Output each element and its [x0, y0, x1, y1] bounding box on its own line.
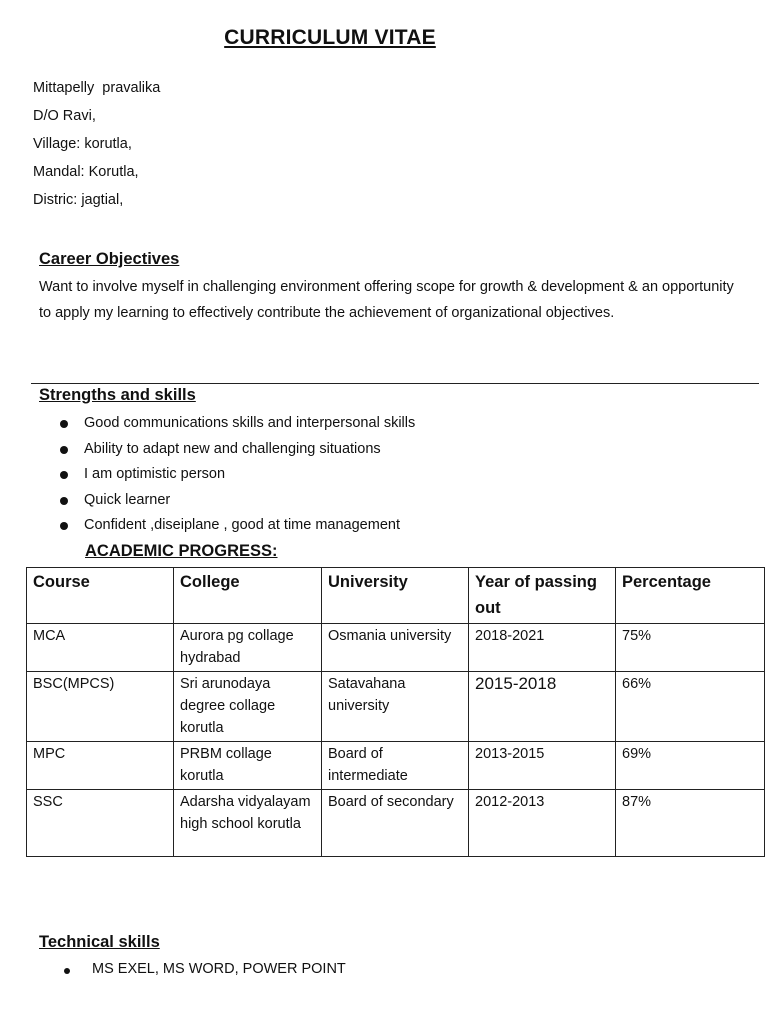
table-cell: SSC: [27, 790, 174, 857]
column-header-college: College: [174, 568, 322, 624]
table-cell: Board of secondary: [322, 790, 469, 857]
academic-table: [26, 567, 765, 857]
table-header-row: [27, 568, 765, 624]
table-row: [27, 624, 765, 672]
table-row: [27, 672, 765, 742]
table-cell: Satavahana university: [322, 672, 469, 742]
address-line-village: Village: korutla,: [33, 136, 132, 152]
academic-progress-heading: ACADEMIC PROGRESS:: [85, 542, 278, 560]
table-row: [27, 742, 765, 790]
technical-skills-heading: Technical skills: [39, 933, 160, 951]
list-item: MS EXEL, MS WORD, POWER POINT: [92, 961, 346, 977]
table-cell: Sri arunodaya degree collage korutla: [174, 672, 322, 742]
career-objectives-text: Want to involve myself in challenging environment offering scope for growth & development & an opportunity to apply my learning to effectively contribute the achievement of organizational objectives.: [39, 279, 734, 321]
career-objectives-heading: Career Objectives: [39, 250, 180, 268]
list-item: Good communications skills and interpersonal skills: [38, 411, 415, 437]
section-divider: [31, 383, 759, 384]
address-line-district: Distric: jagtial,: [33, 192, 124, 208]
table-cell: Adarsha vidyalayam high school korutla: [174, 790, 322, 857]
column-header-year: Year of passing out: [469, 568, 616, 624]
list-item: Quick learner: [38, 488, 415, 514]
address-line-name: Mittapelly pravalika: [33, 80, 161, 96]
table-cell: PRBM collage korutla: [174, 742, 322, 790]
list-item: Confident ,diseiplane , good at time management: [38, 513, 415, 539]
table-cell: 2013-2015: [469, 742, 616, 790]
table-cell: 66%: [616, 672, 765, 742]
table-cell: 69%: [616, 742, 765, 790]
table-cell: Aurora pg collage hydrabad: [174, 624, 322, 672]
strengths-heading: Strengths and skills: [39, 386, 196, 404]
table-cell: 2012-2013: [469, 790, 616, 857]
list-item: I am optimistic person: [38, 462, 415, 488]
table-cell: 75%: [616, 624, 765, 672]
table-cell: 2015-2018: [469, 672, 616, 742]
document-title: CURRICULUM VITAE: [224, 26, 436, 49]
table-cell: 2018-2021: [469, 624, 616, 672]
column-header-course: Course: [27, 568, 174, 624]
table-cell: 87%: [616, 790, 765, 857]
column-header-percentage: Percentage: [616, 568, 765, 624]
table-cell: MPC: [27, 742, 174, 790]
table-cell: BSC(MPCS): [27, 672, 174, 742]
address-block: [33, 74, 160, 214]
table-cell: Osmania university: [322, 624, 469, 672]
table-cell: MCA: [27, 624, 174, 672]
bullet-icon: [64, 968, 70, 974]
table-cell: Board of intermediate: [322, 742, 469, 790]
address-line-parent: D/O Ravi,: [33, 108, 96, 124]
list-item: Ability to adapt new and challenging situations: [38, 437, 415, 463]
column-header-university: University: [322, 568, 469, 624]
strengths-list: [38, 411, 415, 539]
table-row: [27, 790, 765, 857]
address-line-mandal: Mandal: Korutla,: [33, 164, 139, 180]
technical-skills-list: [54, 961, 346, 977]
